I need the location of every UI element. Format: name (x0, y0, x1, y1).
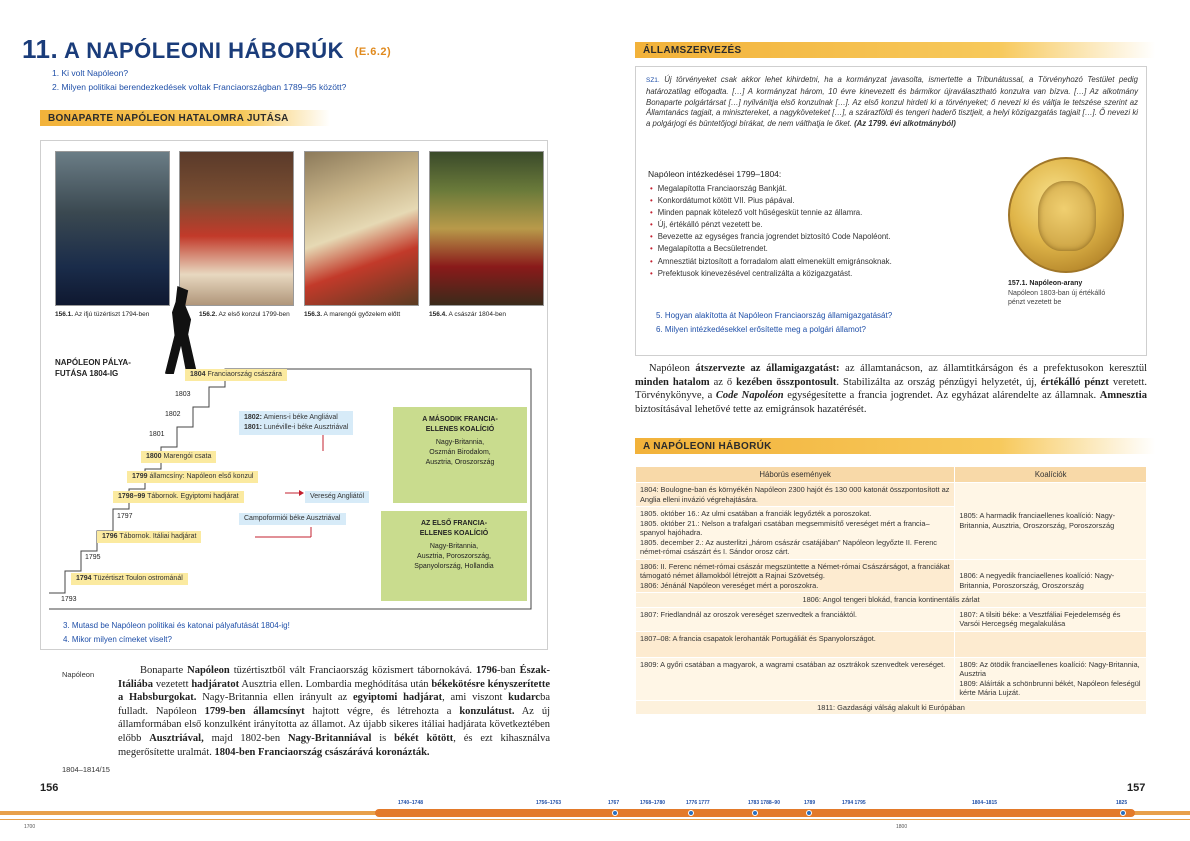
table-cell: 1811: Gazdasági válság alakult ki Európában (636, 700, 1147, 715)
caption-156-3: 156.3. A marengói győzelem előtt (304, 311, 401, 318)
timeline-label: 1768–1780 (640, 800, 666, 806)
timeline-label: 1783 1788–90 (748, 800, 780, 806)
table-row (636, 657, 1147, 700)
event-1804: 1804 Franciaország császára (185, 369, 287, 381)
event-1794: 1794 Tüzértiszt Toulon ostrománál (71, 573, 188, 585)
source-text: SZ1. Új törvényeket csak akkor lehet kihirdetni, ha a kormányzat javasolta, ismertette a Tribunátussal, a Törvényhozó Testület pedig határozatilag elfogadta. […] A kormányzat három, 10 évre kinevezett és bármikor újraválasztható konzulra van bízva. […] Az alkotmány Bonaparte polgártársat […] nyilvánítja első konzulnak […]. Az első konzul hirdeti ki a törvényeket; ő nevezi ki és váltja le tetszése szerint az Államtanács tagjait, a minisztereket, a nagyköveteket […], a szárazföldi és tengeri haderő tisztjeit, a helyi közigazgatás tagjait […]. Ő nevezi ki a polgárjogi és büntetőjogi bírákat, de nem válthatja le őket. (Az 1799. évi alkotmányból) (646, 75, 1138, 129)
timeline-label: 1804–1815 (972, 800, 998, 806)
table-header-coalitions: Koalíciók (955, 467, 1147, 483)
event-defeat-england: Vereség Angliától (305, 491, 369, 503)
list-item: • Megalapította Franciaország Bankját. (650, 183, 892, 195)
body-paragraph-rise: Bonaparte Napóleon tüzértisztből vált Franciaország közismert tábornokává. 1796-ban Észak-Itáliába vezetett hadjáratot Ausztria ellen. Lombardia meghódítása után békekötésre kényszerítette a Habsburgokat. Nagy-Britannia ellen irányult az egyiptomi hadjárat, ami viszont kudarcba fulladt. Napóleon 1799-ben államcsínyt hajtott végre, és létrehozta a konzulátust. Az új államformában első konzulként irányította az államot. Az újabb sikeres itáliai hadjárata következtében előbb Ausztriával, majd 1802-ben Nagy-Britanniával is békét kötött, és ezt kihasználva megerősítette uralmát. 1804-ben Franciaország császárává koronázták. (118, 665, 551, 758)
caption-156-1: 156.1. Az ifjú tüzértiszt 1794-ben (55, 311, 150, 318)
list-item: • Bevezette az egységes francia jogrendet biztosító Code Napoléont. (650, 231, 892, 243)
career-title: NAPÓLEON PÁLYA- FUTÁSA 1804-IG (55, 358, 131, 378)
question-6: 6. Milyen intézkedésekkel erősítette meg a polgári államot? (656, 325, 866, 334)
table-cell: 1804: Boulogne-ban és környékén Napóleon 2300 hajót és 130 000 katonát összpontosított az Anglia elleni invázió végrehajtására. (636, 483, 955, 507)
source-box (635, 66, 1147, 356)
table-cell: 1809: A győri csatában a magyarok, a wagrami csatában az osztrákok szenvedtek vereséget. (636, 657, 955, 700)
year-1802: 1802 (165, 411, 181, 418)
year-1795: 1795 (85, 554, 101, 561)
napoleon-gold-coin (1008, 157, 1124, 273)
timeline-label: 1825 (1116, 800, 1128, 806)
timeline-dot (612, 810, 618, 816)
section-title-rise: BONAPARTE NAPÓLEON HATALOMRA JUTÁSA (40, 110, 330, 126)
section-title-wars: A NAPÓLEONI HÁBORÚK (635, 438, 1155, 454)
event-1796: 1796 Tábornok. Itáliai hadjárat (97, 531, 201, 543)
timeline-label: 1740–1748 (398, 800, 424, 806)
year-1803: 1803 (175, 391, 191, 398)
timeline-line-thin (0, 819, 1190, 820)
timeline-label: 1789 (804, 800, 816, 806)
list-item: • Konkordátumot kötött VII. Pius pápával. (650, 195, 892, 207)
year-1793: 1793 (61, 596, 77, 603)
table-row (636, 559, 1147, 593)
table-cell: 1805: A harmadik franciaellenes koalíció: Nagy-Britannia, Ausztria, Oroszország, Poroszország (955, 483, 1147, 560)
timeline-dot (752, 810, 758, 816)
table-cell: 1805. október 16.: Az ulmi csatában a franciák legyőzték a poroszokat. 1805. október 21.: Nelson a trafalgari csatában megsemmisítő vereséget mért a francia–spanyol hajóhadra. 1805. december 2.: Az austerlitzi „három császár csatájában” Napóleon legyőzte II. Ferenc német-római császárt és I. Sándor orosz cárt. (636, 507, 955, 560)
timeline-label: 1776 1777 (686, 800, 710, 806)
year-1797: 1797 (117, 513, 133, 520)
timeline-dot (688, 810, 694, 816)
timeline-dot (806, 810, 812, 816)
margin-label-dates: 1804–1814/15 (62, 765, 110, 774)
table-cell: 1807: A tilsiti béke: a Vesztfáliai Fejedelemség és Varsói Hercegség megalakulása (955, 607, 1147, 631)
table-cell: 1806: Angol tengeri blokád, francia kontinentális zárlat (636, 593, 1147, 608)
event-1798-99: 1798–99 Tábornok. Egyiptomi hadjárat (113, 491, 244, 503)
page-number-right: 157 (1127, 782, 1146, 794)
event-1802-1801: 1802: Amiens-i béke Angliával 1801: Lunéville-i béke Ausztriával (239, 411, 353, 435)
body-paragraph-state: Napóleon átszervezte az államigazgatást: az államtanácson, az államtitkárságon és a prefektusokon keresztül minden hatalom az ő kezében összpontosult. Stabilizálta az ország pénzügyi helyzetét, új, értékálló pénzt veretett. Törvénykönyve, a Code Napoléon egységesítette a francia jogrendet. Az egyházat alárendelte az államnak. Amnesztia biztosításával lehetővé tette az emigránsok hazatérését. (635, 363, 1148, 415)
timeline-strip (0, 800, 1190, 841)
measures-list (650, 183, 892, 280)
year-1801: 1801 (149, 431, 165, 438)
table-row (636, 593, 1147, 608)
caption-156-2: 156.2. Az első konzul 1799-ben (199, 311, 290, 318)
list-item: • Megalapította a Becsületrendet. (650, 243, 892, 255)
timeline-label: 1756–1763 (536, 800, 562, 806)
list-item: • Prefektusok kinevezésével centralizálta a közigazgatást. (650, 268, 892, 280)
table-cell: 1807–08: A francia csapatok lerohanták Portugáliát és Spanyolországot. (636, 631, 955, 657)
timeline-mark-1700: 1700 (24, 824, 36, 830)
chapter-title (22, 34, 391, 65)
question-2: 2. Milyen politikai berendezkedések voltak Franciaországban 1789–95 között? (52, 82, 347, 92)
question-3: 3. Mutasd be Napóleon politikai és katonai pályafutását 1804-ig! (63, 621, 290, 630)
question-4: 4. Mikor milyen címeket viselt? (63, 635, 172, 644)
table-cell: 1807: Friedlandnál az oroszok vereséget szenvedtek a franciáktól. (636, 607, 955, 631)
table-cell: 1806: II. Ferenc német-római császár megszüntette a Német-római Császárságot, a franciákat támogató német államokból létrejött a Rajnai Szövetség. 1806: Jénánál Napóleon vereséget mért a poroszokra. (636, 559, 955, 593)
table-row (636, 700, 1147, 715)
table-row (636, 607, 1147, 631)
table-row (636, 483, 1147, 507)
question-5: 5. Hogyan alakította át Napóleon Franciaország államigazgatását? (656, 311, 893, 320)
list-item: • Amnesztiát biztosított a forradalom alatt elmenekült emigránsoknak. (650, 256, 892, 268)
question-1: 1. Ki volt Napóleon? (52, 68, 129, 78)
list-item: • Új, értékálló pénzt vezetett be. (650, 219, 892, 231)
chapter-number: 11. (22, 34, 59, 64)
section-title-state: ÁLLAMSZERVEZÉS (635, 42, 1155, 58)
chapter-code: (E.6.2) (354, 46, 392, 59)
table-row (636, 467, 1147, 483)
coin-caption: 157.1. Napóleon-arany Napóleon 1803-ban új értékálló pénzt vezetett be (1008, 280, 1106, 306)
table-cell: 1806: A negyedik franciaellenes koalíció: Nagy-Britannia, Poroszország, Oroszország (955, 559, 1147, 593)
first-coalition: AZ ELSŐ FRANCIA- ELLENES KOALÍCIÓ Nagy-Britannia, Ausztria, Poroszország, Spanyolország, Hollandia (381, 511, 527, 601)
list-item: • Minden papnak kötelező volt hűségesküt tennie az államra. (650, 207, 892, 219)
measures-title: Napóleon intézkedései 1799–1804: (648, 169, 782, 179)
table-row (636, 631, 1147, 657)
wars-table (635, 466, 1147, 715)
event-1799: 1799 államcsíny: Napóleon első konzul (127, 471, 258, 483)
timeline-label: 1794 1795 (842, 800, 866, 806)
table-header-events: Háborús események (636, 467, 955, 483)
table-cell: 1809: Az ötödik franciaellenes koalíció: Nagy-Britannia, Ausztria 1809: Aláírták a schönbrunni békét, Napóleon feleségül kérte Mária Lujzát. (955, 657, 1147, 700)
timeline-mark-1800: 1800 (896, 824, 908, 830)
table-cell (955, 631, 1147, 657)
event-1800: 1800 Marengói csata (141, 451, 216, 463)
caption-156-4: 156.4. A császár 1804-ben (429, 311, 506, 318)
picture-box (40, 140, 548, 650)
second-coalition: A MÁSODIK FRANCIA- ELLENES KOALÍCIÓ Nagy-Britannia, Oszmán Birodalom, Ausztria, Oroszország (393, 407, 527, 503)
margin-label-napoleon: Napóleon (62, 670, 95, 679)
timeline-label: 1767 (608, 800, 620, 806)
right-page (595, 0, 1190, 841)
page-number-left: 156 (40, 782, 59, 794)
chapter-title-text: A NAPÓLEONI HÁBORÚK (64, 38, 345, 63)
event-campoformio: Campoformiói béke Ausztriával (239, 513, 346, 525)
timeline-dot (1120, 810, 1126, 816)
intro-questions (52, 66, 346, 94)
